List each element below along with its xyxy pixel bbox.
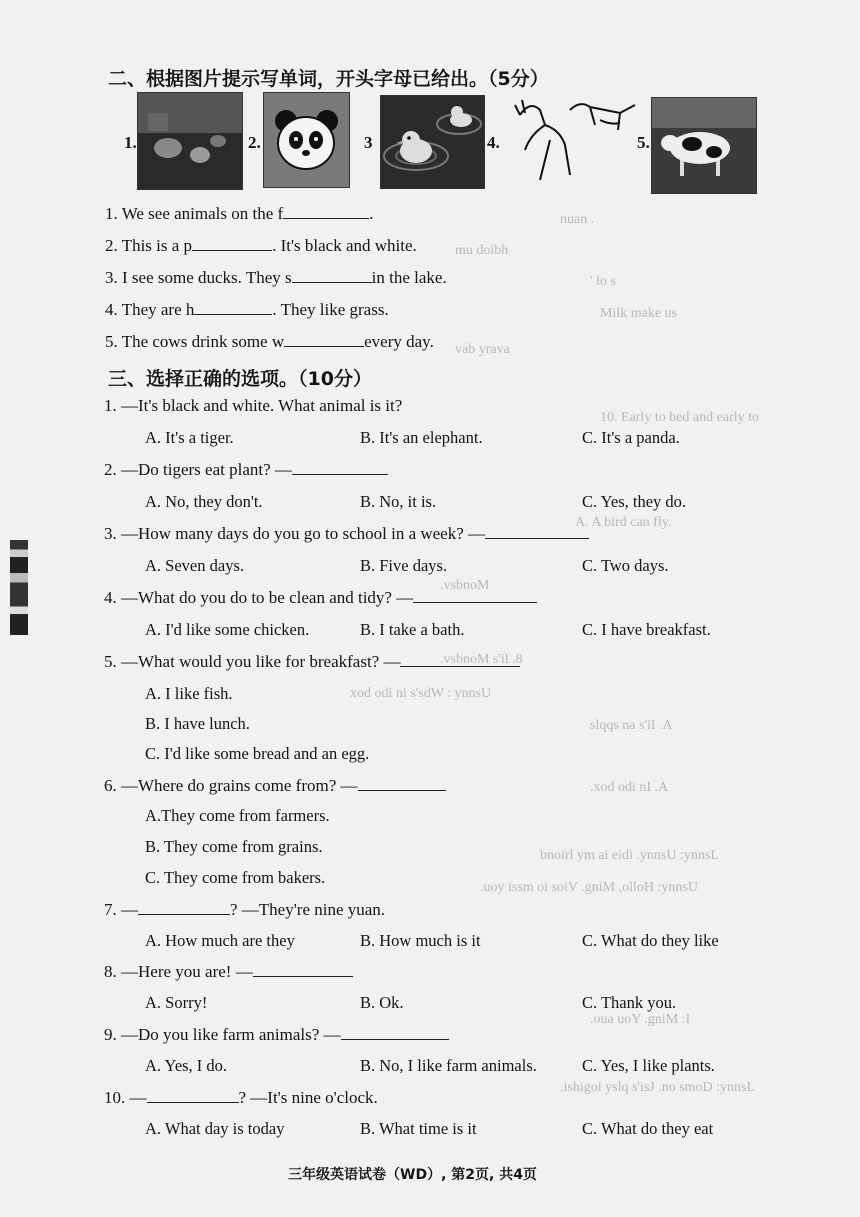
picture-number: 4. [487,133,500,152]
option-a[interactable]: A.They come from farmers. [145,806,330,825]
answer-blank[interactable] [413,601,537,603]
section-2-heading: 二、根据图片提示写单词，开头字母已给出。（5分） [108,68,549,90]
question-9: 9. —Do you like farm animals? — [104,1025,449,1045]
option-c[interactable]: C. Thank you. [582,993,677,1012]
horses-icon [500,95,645,192]
option-a[interactable]: A. It's a tiger. [145,428,234,447]
option-a[interactable]: A. I'd like some chicken. [145,620,310,639]
fill-item-5: 5. The cows drink some w every day. [105,332,434,351]
option-c[interactable]: C. What do they eat [582,1119,714,1138]
option-a[interactable]: A. No, they don't. [145,492,263,511]
answer-blank[interactable] [400,665,520,667]
option-c[interactable]: C. I'd like some bread and an egg. [145,744,370,763]
question-7: 7. — ? —They're nine yuan. [104,900,386,919]
option-b[interactable]: B. How much is it [360,931,481,950]
option-c[interactable]: C. Yes, I like plants. [582,1056,715,1075]
answer-blank[interactable] [138,913,230,915]
answer-blank[interactable] [147,1101,239,1103]
option-a[interactable]: A. Sorry! [145,993,208,1012]
option-b[interactable]: B. I take a bath. [360,620,465,639]
question-5: 5. —What would you like for breakfast? — [104,652,520,672]
section-3-heading: 三、选择正确的选项。（10分） [108,368,372,390]
question-2: 2. —Do tigers eat plant? — [104,460,388,480]
question-10: 10. — ? —It's nine o'clock. [104,1088,378,1107]
option-b[interactable]: B. No, I like farm animals. [360,1056,537,1075]
answer-blank[interactable] [485,537,589,539]
option-b[interactable]: B. Five days. [360,556,448,575]
option-c[interactable]: C. Two days. [582,556,669,575]
option-b[interactable]: B. What time is it [360,1119,477,1138]
question-6: 6. —Where do grains come from? — [104,776,446,796]
option-b[interactable]: B. No, it is. [360,492,437,511]
picture-number: 2. [248,133,261,152]
picture-number: 5. [637,133,650,152]
option-a[interactable]: A. I like fish. [145,684,233,703]
fill-item-1: 1. We see animals on the f . [105,204,374,223]
option-b[interactable]: B. I have lunch. [145,714,250,733]
option-a[interactable]: A. Seven days. [145,556,244,575]
cows-photo [651,97,757,194]
fill-item-3: 3. I see some ducks. They s in the lake. [105,268,447,287]
option-a[interactable]: A. How much are they [145,931,295,950]
ducks-swimming-icon [380,95,485,189]
question-1: 1. —It's black and white. What animal is it? [104,396,403,415]
option-c[interactable]: C. I have breakfast. [582,620,711,639]
answer-blank[interactable] [341,1038,449,1040]
option-b[interactable]: B. They come from grains. [145,837,323,856]
option-b[interactable]: B. Ok. [360,993,404,1012]
picture-number: 1. [124,133,137,152]
answer-blank[interactable] [284,345,364,347]
question-3: 3. —How many days do you go to school in a week? — [104,524,589,544]
answer-blank[interactable] [292,281,372,283]
fill-item-2: 2. This is a p . It's black and white. [105,236,417,255]
picture-number: 3 [364,133,373,152]
answer-blank[interactable] [358,789,446,791]
farm-field-photo [137,92,243,190]
question-8: 8. —Here you are! — [104,962,353,982]
option-a[interactable]: A. What day is today [145,1119,285,1138]
answer-blank[interactable] [192,249,272,251]
option-a[interactable]: A. Yes, I do. [145,1056,228,1075]
option-c[interactable]: C. Yes, they do. [582,492,687,511]
answer-blank[interactable] [283,217,369,219]
panda-icon [263,92,350,188]
answer-blank[interactable] [194,313,272,315]
option-b[interactable]: B. It's an elephant. [360,428,483,447]
option-c[interactable]: C. It's a panda. [582,428,680,447]
page-footer: 三年级英语试卷（WD）, 第2页, 共4页 [288,1167,537,1183]
answer-blank[interactable] [292,473,388,475]
fill-item-4: 4. They are h . They like grass. [105,300,389,319]
option-c[interactable]: C. They come from bakers. [145,868,326,887]
answer-blank[interactable] [253,975,353,977]
scan-edge-artifact [10,540,28,635]
option-c[interactable]: C. What do they like [582,931,719,950]
question-4: 4. —What do you do to be clean and tidy? — [104,588,537,608]
exam-page: nuan . mu doibh ' lo s Milk make us vab yrava 10. Early to bed and early to A. A bird can fly. .vsbnoM .vsbnoM s'il .8 xod odi ni s'sdW : ynnsU slqqs na s'iI .A .xod odi nI .A bnoirl ym ai eidi .ynnsU :ynnsL .uoy issm oi soiV .gniM ,olloH :ynnsU .oua uoY .gniM :I .ishigoi yslq s'isJ .no smoD :ynnsL 二、根据图片提示写单词，开头字母已给出。（5分） 1. 2. 3 4. 5. 1. We see animals on the f . 2. This is a p . It's black and white. 3. I see some ducks. They s in the lake. 4. They are h . They like grass. 5. The cows drink some w every day. 三、选择正确的选项。（10分） 1. —It's black and white. What animal is it? A. It's a tiger. B. It's an elephant. C. It's a panda. 2. —Do tigers eat plant? — A. No, they don't. B. No, it is. C. Yes, they do. 3. —How many days do you go to school in a week? — A. Seven days. B. Five days. C. Two days. 4. —What do you do to be clean and tidy? — A. I'd like some chicken. B. I take a bath. C. I have breakfast. 5. —What would you like for breakfast? — A. I like fish. B. I have lunch. C. I'd like some bread and an egg. 6. —Where do grains come from? — A.They come from farmers. B. They come from grains. C. They come from bakers. 7. — ? —They're nine yuan. A. How much are they B. How much is it C. What do they like 8. —Here you are! — A. Sorry! B. Ok. C. Thank you. 9. —Do you like farm animals? — A. Yes, I do. B. No, I like farm animals. C. Yes, I like plants. 10. — ? —It's nine o'clock. A. What day is today B. What time is it C. What do they eat 三年级英语试卷（WD）, 第2页, 共4页 [0,0,860,1217]
